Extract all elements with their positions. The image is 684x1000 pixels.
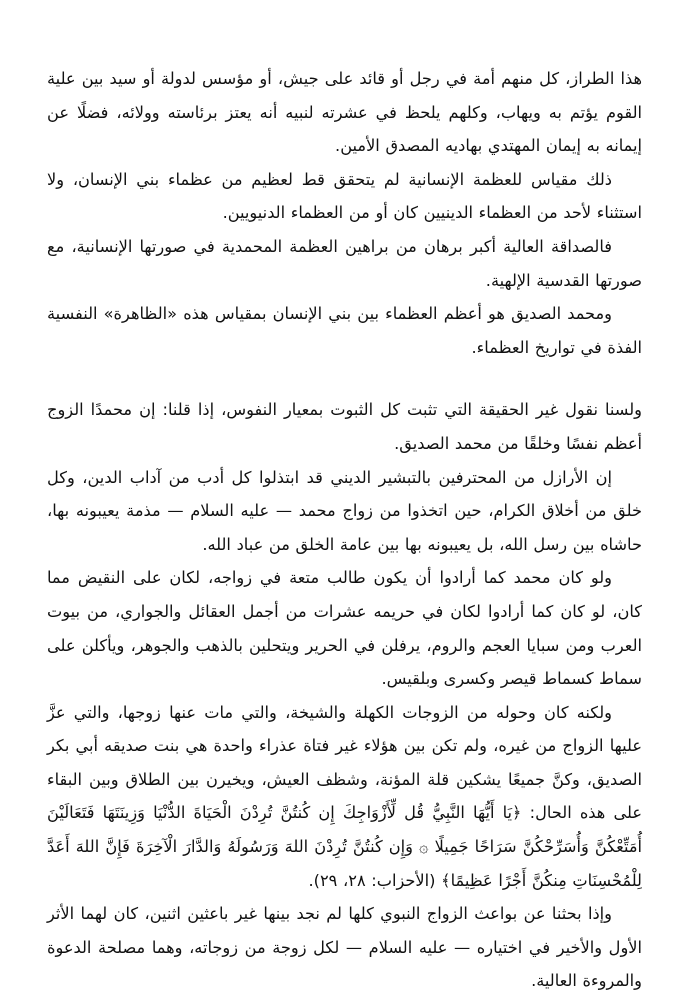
paragraph-3: فالصداقة العالية أكبر برهان من براهين العظمة المحمدية في صورتها الإنسانية، مع صورتها القدسية الإلهية. [47,236,642,290]
paragraph-7: ولو كان محمد كما أرادوا أن يكون طالب متعة في زواجه، لكان على النقيض مما كان، لو كان كما أرادوا لكان في حريمه عشرات من أجمل العقائل والجواري، من بيوت العرب ومن سبايا العجم والروم، يرفلن في الحرير ويتحلين بالذهب والجوهر، ويأكلن على سماط كسماط قيصر وكسرى وبلقيس. [47,568,642,689]
paragraph-4: ومحمد الصديق هو أعظم العظماء بين بني الإنسان بمقياس هذه «الظاهرة» النفسية الفذة في تواريخ العظماء. [47,304,642,357]
section-spacer [47,364,642,393]
paragraph-6: إن الأرازل من المحترفين بالتبشير الديني قد ابتذلوا كل أدب من آداب الدين، وكل خلق من أخلاق الكرام، حين اتخذوا من زواج محمد — عليه السلام — مذمة يعيبونه بها، حاشاه بين رسل الله، بل يعيبونه بها بين عامة الخلق من عباد الله. [47,467,642,554]
paragraph-8: ولكنه كان وحوله من الزوجات الكهلة والشيخة، والتي مات عنها زوجها، والتي عزَّ عليها الزواج من غيره، ولم تكن بين هؤلاء غير فتاة عذراء واحدة هي بنت صديقه أبي بكر الصديق، وكنَّ جميعًا يشكين قلة المؤنة، وشظف العيش، ويخيرن بين الطلاق وبين البقاء على هذه الحال: ﴿يَا أَيُّهَا النَّبِيُّ قُل لِّأَزْوَاجِكَ إِن كُنتُنَّ تُرِدْنَ الْحَيَاةَ الدُّنْيَا وَزِينَتَهَا فَتَعَالَيْنَ أُمَتِّعْكُنَّ وَأُسَرِّحْكُنَّ سَرَاحًا جَمِيلًا ۞ وَإِن كُنتُنَّ تُرِدْنَ اللهَ وَرَسُولَهُ وَالدَّارَ الْآخِرَةَ فَإِنَّ اللهَ أَعَدَّ لِلْمُحْسِنَاتِ مِنكُنَّ أَجْرًا عَظِيمًا﴾ (الأحزاب: ٢٨، ٢٩). [47,702,642,890]
paragraph-2: ذلك مقياس للعظمة الإنسانية لم يتحقق قط لعظيم من عظماء بني الإنسان، ولا استثناء لأحد من العظماء الدينيين كان أو من العظماء الدنيويين. [47,169,642,223]
paragraph-9: وإذا بحثنا عن بواعث الزواج النبوي كلها لم نجد بينها غير باعثين اثنين، كان لهما الأثر الأول والأخير في اختياره — عليه السلام — لكل زوجة من زوجاته، وهما مصلحة الدعوة والمروءة العالية. [47,904,642,991]
paragraph-5: ولسنا نقول غير الحقيقة التي تثبت كل الثبوت بمعيار النفوس، إذا قلنا: إن محمدًا الزوج أعظم نفسًا وخلقًا من محمد الصديق. [47,400,642,453]
paragraph-1: هذا الطراز، كل منهم أمة في رجل أو قائد على جيش، أو مؤسس لدولة أو سيد بين علية القوم يؤتم به ويهاب، وكلهم يلحظ في عشرته لنبيه أنه يعتز برئاسته وولائه، فضلًا عن إيمانه به إيمان المهتدي بهاديه المصدق الأمين. [47,69,642,156]
